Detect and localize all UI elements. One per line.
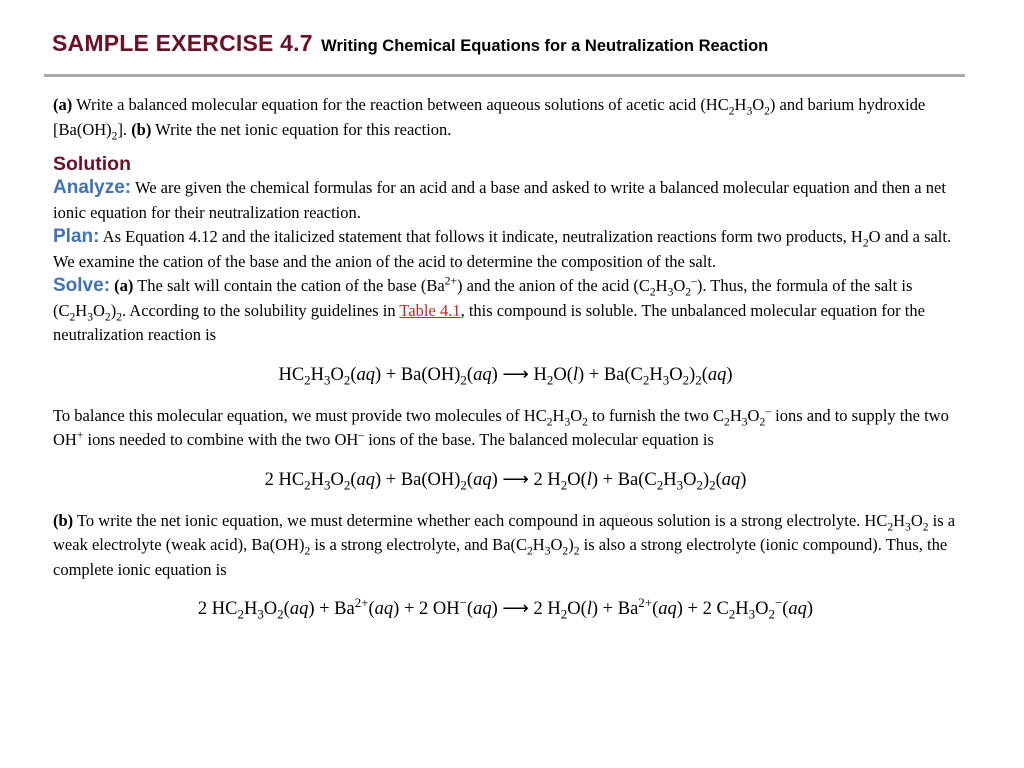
subscript: 2 <box>764 105 770 118</box>
eq-term: HC <box>278 364 305 385</box>
partb-text: H <box>532 535 545 554</box>
partb-text: is also a strong electrolyte (ionic compound). Thus, the complete ionic equation is <box>53 535 948 579</box>
part-a-marker: (a) <box>53 95 73 114</box>
eq-term: ) <box>689 364 696 385</box>
partb-text: H <box>893 510 906 530</box>
subscript: 2 <box>460 477 467 493</box>
subscript: 2 <box>887 520 894 533</box>
analyze-paragraph <box>53 176 958 225</box>
solve-text: O <box>92 300 105 320</box>
state-symbol: l <box>572 364 578 385</box>
subscript: 3 <box>748 606 756 622</box>
subscript: 2 <box>304 545 311 558</box>
eq-term: O( <box>567 599 587 619</box>
subscript: 2 <box>237 606 244 622</box>
plan-paragraph <box>53 225 958 274</box>
state-symbol: aq <box>788 599 807 619</box>
exercise-subtitle: Writing Chemical Equations for a Neutralization Reaction <box>321 37 769 55</box>
subscript: 2 <box>69 310 76 323</box>
eq-term: ) + 2 OH <box>393 599 460 619</box>
subscript: 2 <box>277 606 284 622</box>
superscript: − <box>774 594 783 610</box>
subscript: 2 <box>304 477 311 493</box>
subscript: 2 <box>116 310 122 323</box>
subscript: 3 <box>676 477 684 493</box>
partb-text: O <box>910 510 923 530</box>
subscript: 2 <box>649 286 656 299</box>
subscript: 2 <box>304 372 311 388</box>
partb-text: ) <box>568 535 574 554</box>
superscript: − <box>459 594 467 610</box>
solve-text: , this compound is soluble. The unbalanced molecular equation for the neutralization reaction is <box>53 300 925 344</box>
analyze-text: We are given the chemical formulas for an acid and a base and asked to write a balanced molecular equation and then a net ionic equation for their neutralization reaction. <box>53 178 946 222</box>
partb-text: O <box>550 535 563 554</box>
eq-term: H <box>310 469 324 490</box>
balance-text: O <box>570 405 583 425</box>
subscript: 2 <box>104 310 111 323</box>
subscript: 2 <box>642 372 650 388</box>
solve-text: The salt will contain the cation of the base (Ba <box>133 276 445 295</box>
complete-ionic-equation <box>53 596 958 622</box>
eq-term: ) + Ba <box>308 599 355 619</box>
header-divider <box>44 74 965 77</box>
solve-part-a-marker: (a) <box>114 276 134 295</box>
subscript: 2 <box>682 372 690 388</box>
eq-term: ( <box>350 364 357 385</box>
problem-text: Write a balanced molecular equation for the reaction between aqueous solutions of acetic acid (HC <box>72 95 729 114</box>
eq-term: ) + 2 C <box>676 599 729 619</box>
eq-term: ( <box>652 599 659 619</box>
subscript: 3 <box>564 415 571 428</box>
balance-text: ions needed to combine with the two OH <box>83 430 359 449</box>
eq-term: O <box>330 364 344 385</box>
problem-statement <box>53 93 958 142</box>
solution-heading: Solution <box>53 153 131 175</box>
state-symbol: aq <box>374 599 394 619</box>
part-b-marker: (b) <box>131 119 152 139</box>
subscript: 3 <box>87 310 93 323</box>
eq-term: H <box>243 599 258 619</box>
eq-term: O <box>669 364 683 385</box>
eq-term: ( <box>782 599 789 619</box>
state-symbol: aq <box>473 364 492 385</box>
subscript: 2 <box>343 372 351 388</box>
partb-text: is a strong electrolyte, and Ba(C <box>310 535 528 554</box>
eq-term: ( <box>466 469 474 490</box>
state-symbol: aq <box>473 599 492 619</box>
subscript: 2 <box>573 545 580 558</box>
problem-text: O <box>752 95 765 114</box>
state-symbol: aq <box>356 469 375 490</box>
eq-term: O <box>755 599 769 619</box>
eq-term: ) <box>740 469 747 490</box>
solve-text: H <box>75 300 88 320</box>
partb-text: is a weak electrolyte (weak acid), Ba(OH) <box>53 510 956 554</box>
state-symbol: aq <box>658 599 677 619</box>
subscript: 2 <box>560 606 568 622</box>
eq-term: O( <box>553 364 573 385</box>
subscript: 3 <box>746 105 753 118</box>
solve-label: Solve: <box>53 275 111 296</box>
eq-term: O <box>683 469 697 490</box>
subscript: 3 <box>667 286 674 299</box>
part-b-paragraph <box>53 509 958 583</box>
subscript: 2 <box>582 415 588 428</box>
superscript: – <box>765 405 772 417</box>
subscript: 2 <box>862 237 869 250</box>
eq-term: ) <box>806 599 814 619</box>
superscript: – <box>691 275 697 288</box>
plan-text: As Equation 4.12 and the italicized statement that follows it indicate, neutralization reactions form two products, H <box>99 227 863 246</box>
eq-term: ) <box>702 469 710 490</box>
state-symbol: l <box>586 599 592 619</box>
subscript: 2 <box>546 372 554 388</box>
balance-text: to furnish the two C <box>587 405 725 425</box>
problem-text: ) and barium hydroxide [Ba(OH) <box>53 95 926 139</box>
subscript: 2 <box>728 606 736 622</box>
subscript: 2 <box>111 129 118 142</box>
state-symbol: aq <box>707 364 727 385</box>
problem-text: ]. <box>117 119 132 139</box>
solve-text: ) <box>110 300 117 320</box>
eq-term: H <box>663 469 677 490</box>
balance-text: H <box>729 405 742 425</box>
balance-text: ions of the base. The balanced molecular equation is <box>364 430 714 449</box>
solve-text: . According to the solubility guidelines in <box>121 300 400 320</box>
slide-content <box>53 93 958 638</box>
subscript: 3 <box>257 606 264 622</box>
eq-term: H <box>310 364 324 385</box>
state-symbol: aq <box>721 469 741 490</box>
subscript: 3 <box>324 372 331 388</box>
subscript: 2 <box>695 372 702 388</box>
eq-term: ) + Ba(OH) <box>374 364 461 385</box>
subscript: 3 <box>741 415 748 428</box>
superscript: 2+ <box>638 594 653 610</box>
subscript: 2 <box>527 545 533 558</box>
subscript: 2 <box>546 415 553 428</box>
subscript: 3 <box>544 545 551 558</box>
balanced-molecular-equation <box>53 467 958 493</box>
subscript: 2 <box>768 606 775 622</box>
plan-text: O and a salt. We examine the cation of the base and the anion of the acid to determine the composition of the salt. <box>53 227 952 271</box>
superscript: 2+ <box>354 594 369 610</box>
solve-text: ). Thus, the formula of the salt is (C <box>53 276 913 320</box>
subscript: 2 <box>709 477 716 493</box>
subscript: 3 <box>324 477 331 493</box>
subscript: 2 <box>656 477 664 493</box>
subscript: 3 <box>662 372 670 388</box>
eq-term: 2 HC <box>264 469 305 490</box>
eq-term: O <box>330 469 344 490</box>
eq-term: ( <box>466 364 474 385</box>
balance-text: H <box>552 405 565 425</box>
exercise-label: SAMPLE EXERCISE 4.7 <box>52 30 313 56</box>
plan-label: Plan: <box>53 226 100 247</box>
subscript: 2 <box>562 545 569 558</box>
eq-term: ( <box>701 364 708 385</box>
subscript: 2 <box>560 477 568 493</box>
subscript: 2 <box>696 477 703 493</box>
solve-text: ) and the anion of the acid (C <box>456 276 650 295</box>
eq-term: ) + Ba(C <box>591 469 657 490</box>
subscript: 2 <box>460 372 467 388</box>
solve-text: H <box>655 276 668 295</box>
eq-term: O <box>263 599 278 619</box>
eq-term: O( <box>567 469 587 490</box>
solve-text: O <box>673 276 686 295</box>
subscript: 3 <box>905 520 911 533</box>
eq-term: ) + Ba <box>591 599 639 619</box>
eq-term: ) ⟶ 2 H <box>491 599 561 619</box>
problem-text: H <box>734 95 747 114</box>
state-symbol: aq <box>289 599 309 619</box>
eq-term: ( <box>368 599 375 619</box>
eq-term: ( <box>350 469 357 490</box>
unbalanced-molecular-equation <box>53 362 958 388</box>
solve-paragraph <box>53 274 958 348</box>
table-4-1-link[interactable]: Table 4.1 <box>399 300 461 320</box>
subscript: 2 <box>759 415 766 428</box>
balance-text: ions and to supply the two OH <box>53 405 949 449</box>
state-symbol: aq <box>473 469 492 490</box>
superscript: – <box>358 429 365 442</box>
balance-text: To balance this molecular equation, we must provide two molecules of HC <box>53 405 547 425</box>
slide-header <box>52 30 768 57</box>
subscript: 2 <box>685 286 692 299</box>
eq-term: 2 HC <box>197 599 238 619</box>
superscript: + <box>76 429 84 442</box>
analyze-label: Analyze: <box>53 177 132 198</box>
part-b-solution-marker: (b) <box>53 510 74 530</box>
eq-term: ) + Ba(C <box>578 364 643 385</box>
state-symbol: l <box>586 469 592 490</box>
subscript: 2 <box>922 520 929 533</box>
balance-paragraph <box>53 404 958 453</box>
eq-term: H <box>649 364 663 385</box>
partb-text: To write the net ionic equation, we must determine whether each compound in aqueous solution is a strong electrolyte. HC <box>73 510 888 530</box>
problem-text: Write the net ionic equation for this reaction. <box>151 119 452 139</box>
subscript: 2 <box>728 105 735 118</box>
eq-term: ) ⟶ H <box>491 364 547 385</box>
superscript: 2+ <box>444 275 457 288</box>
balance-text: O <box>747 405 760 425</box>
eq-term: ( <box>283 599 290 619</box>
subscript: 2 <box>724 415 730 428</box>
state-symbol: aq <box>356 364 375 385</box>
eq-term: ( <box>715 469 722 490</box>
eq-term: ) ⟶ 2 H <box>491 469 561 490</box>
eq-term: H <box>735 599 749 619</box>
eq-term: ) + Ba(OH) <box>374 469 461 490</box>
eq-term: ) <box>726 364 733 385</box>
eq-term: ( <box>466 599 474 619</box>
subscript: 2 <box>343 477 351 493</box>
